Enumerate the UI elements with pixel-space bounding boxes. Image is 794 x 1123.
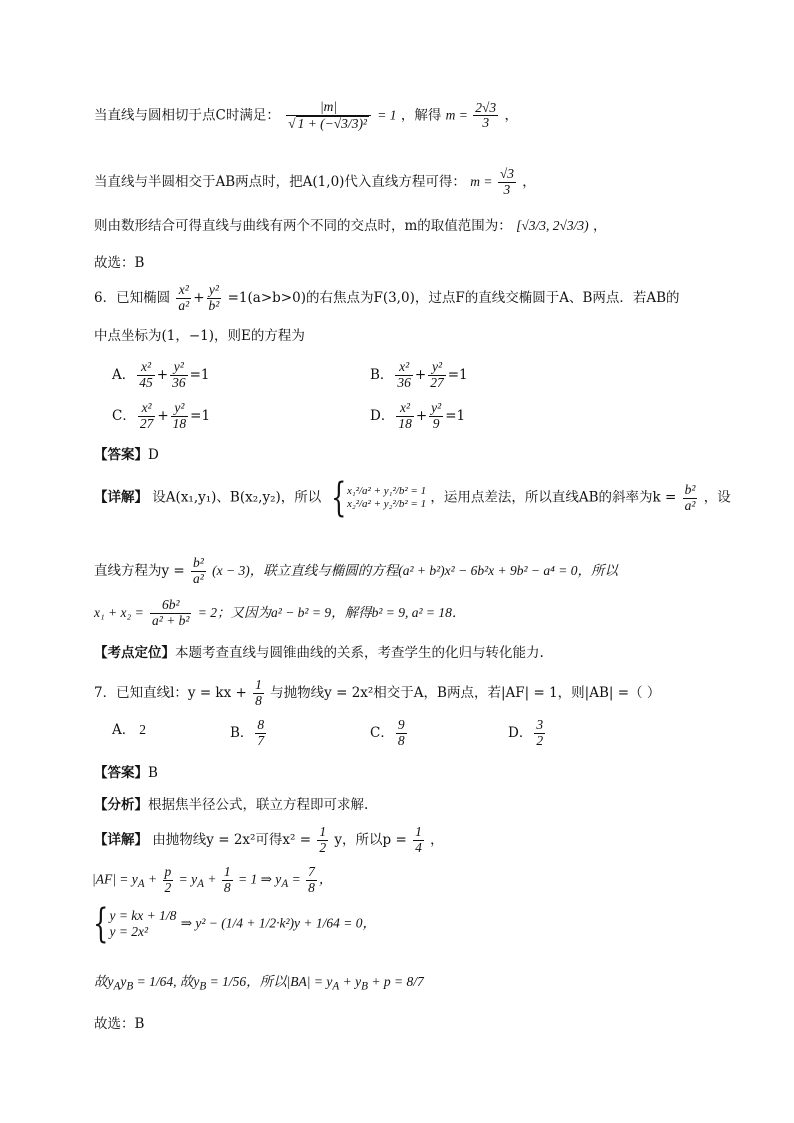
intersect-line xyxy=(94,167,536,198)
option-label: B． xyxy=(370,366,394,383)
tangent-fraction xyxy=(286,100,371,132)
q6-detail-line2 xyxy=(94,556,618,587)
q7-analysis xyxy=(94,793,368,813)
q6-slope-num: b² xyxy=(684,481,696,497)
q6-answer-tag: 【答案】 xyxy=(94,447,148,463)
intersect-m: m = xyxy=(470,173,496,189)
q7-choose: 故选：B xyxy=(94,1016,145,1032)
q6-kaodian-tag: 【考点定位】 xyxy=(94,645,175,661)
intersect-num: √3 xyxy=(499,166,514,181)
option-label: C． xyxy=(112,407,136,424)
range-end: ， xyxy=(592,218,607,234)
q7-answer xyxy=(94,761,158,781)
q7-system xyxy=(109,908,176,940)
tangent-m-num: 2√3 xyxy=(475,99,497,115)
s5-choose: 故选：B xyxy=(94,255,145,271)
intersect-fraction xyxy=(498,167,516,198)
q7-d4-f: + p = 8/7 xyxy=(367,974,424,989)
q6-detail-b: ，运用点差法，所以直线AB的斜率为k = xyxy=(430,489,677,506)
q7-d2-f: ， xyxy=(318,871,333,887)
q6-detail-tag: 【详解】 xyxy=(94,489,148,506)
q7-detail-line4: 故$y_Ay_B = 1/64$, 故$y_B = 1/56$，所以$|BA| = y_A + y_B + p = 8/7$ xyxy=(94,974,424,993)
q7-d4-e: + y xyxy=(339,974,362,989)
tangent-frac-den: √ 1 + (−√3/3)² xyxy=(288,115,367,131)
q6-line2-a: 直线方程为y = xyxy=(94,562,185,579)
q7-stem xyxy=(94,678,660,709)
q7-option-d: D． $\frac{3}{2}$ xyxy=(508,717,544,748)
q6-option-d: D． $\frac{\text{x²}}{18}$ + $\frac{\text{y²}}{9}$ =1 xyxy=(370,400,466,431)
q6-detail-c: ，设 xyxy=(703,489,731,506)
q7-system-brace: { xyxy=(93,901,109,947)
tangent-m: m = xyxy=(445,107,472,123)
q6-system xyxy=(347,485,426,511)
q7-d4-d: = 1/56，所以|BA| = y xyxy=(206,974,333,989)
q7-d1-b: y，所以p = xyxy=(334,831,407,848)
q6-stem-line1: 6．已知椭圆 $\frac{\text{x²}}{\text{a²}}$ + $\frac{\text{y²}}{\text{b²}}$ =1(a>b>0)的右焦点为F(3,0)，过点F的直线交椭圆于A、B两点．若AB的 xyxy=(94,282,680,313)
q6-system-brace: { xyxy=(330,475,346,521)
q7-d2-e: = xyxy=(288,871,305,887)
q7-stem-frac-num: 1 xyxy=(255,677,262,692)
q7-analysis-tag: 【分析】 xyxy=(94,797,148,813)
q7-answer-value: B xyxy=(148,765,158,781)
option-label: D． xyxy=(370,407,395,424)
q6-line3-num: 6b² xyxy=(150,598,191,614)
q7-d1-c: ， xyxy=(430,831,444,848)
tangent-solve: ，解得 xyxy=(400,107,442,124)
q6-option-a: A． $\frac{\text{x²}}{45}$ + $\frac{\text{y²}}{36}$ =1 xyxy=(112,359,210,390)
q7-d3-b: ⇒ y² − (1/4 + 1/2·k²)y + 1/64 = 0， xyxy=(180,915,377,931)
q6-answer xyxy=(94,443,159,463)
q7-option-c: C． $\frac{9}{8}$ xyxy=(370,717,405,748)
q6-slope-den: a² xyxy=(684,497,696,513)
q6-stem-a: 6．已知椭圆 xyxy=(94,289,171,306)
q7-d4-b: y xyxy=(120,974,127,989)
q6-stem-line2: 中点坐标为(1，−1)，则E的方程为 xyxy=(94,328,305,344)
q6-line2-b: (x − 3)，联立直线与椭圆的方程(a² + b²)x² − 6b²x + 9b² − a⁴ = 0，所以 xyxy=(212,562,618,578)
q6-line2-fraction: $\frac{\text{b²}}{\text{a²}}$ xyxy=(193,555,204,586)
intersect-end: ， xyxy=(522,173,536,190)
q7-d2-a: |AF| = y xyxy=(92,871,138,887)
q7-d2-d: = 1 ⇒ y xyxy=(234,871,282,887)
range-line xyxy=(94,214,606,234)
intersect-den: 3 xyxy=(503,181,511,197)
q6-slope-fraction xyxy=(683,483,698,514)
tangent-condition-line xyxy=(94,100,518,132)
q7-answer-tag: 【答案】 xyxy=(94,765,148,781)
q6-line3-den: a² + b² xyxy=(152,612,190,628)
q6-detail-a: 设A(x₁,y₁)、B(x₂,y₂)，所以 xyxy=(152,489,322,506)
q7-d1-a: 由抛物线y = 2x²可得x² = xyxy=(152,831,312,848)
q6-detail-line1 xyxy=(94,475,731,521)
q7-d2-b: + xyxy=(144,871,161,887)
q7-system-eq2: y = 2x² xyxy=(109,924,149,939)
q7-option-b: B． $\frac{8}{7}$ xyxy=(230,717,265,748)
tangent-m-fraction xyxy=(473,101,498,132)
q6-option-b: B． $\frac{\text{x²}}{36}$ + $\frac{\text{y²}}{27}$ =1 xyxy=(370,359,468,390)
q7-stem-frac-den: 8 xyxy=(255,692,262,708)
q7-system-eq1: y = kx + 1/8 xyxy=(109,907,177,923)
q7-stem-b: 与抛物线y = 2x²相交于A，B两点，若|AF| = 1，则|AB| =（ ） xyxy=(270,684,661,701)
q7-d4-a: 故y xyxy=(94,974,114,989)
q6-line3-a: x₁ + x₂ = xyxy=(94,604,144,620)
q7-d1-frac1: $\frac{1}{2}$ xyxy=(319,824,327,855)
tangent-rhs: = 1 xyxy=(377,107,397,123)
q7-detail-tag: 【详解】 xyxy=(94,831,148,848)
q6-system-eq2: x₂²/a² + y₂²/b² = 1 xyxy=(347,498,427,510)
tangent-m-den: 3 xyxy=(482,115,490,131)
range-value: [√3/3, 2√3/3) xyxy=(516,218,589,233)
q7-option-a: A． 2 xyxy=(112,722,146,738)
q6-answer-value: D xyxy=(148,447,159,463)
q6-line3-b: = 2；又因为a² − b² = 9，解得b² = 9, a² = 18． xyxy=(197,604,466,620)
q6-option-c: C． $\frac{\text{x²}}{27}$ + $\frac{\text{y²}}{18}$ =1 xyxy=(112,400,211,431)
q7-d2-c: = y xyxy=(175,871,198,887)
tangent-end: ， xyxy=(504,107,518,124)
q6-system-eq1: x₁²/a² + y₁²/b² = 1 xyxy=(347,484,427,497)
q7-stem-fraction xyxy=(253,678,264,709)
intersect-text: 当直线与半圆相交于AB两点时，把A(1,0)代入直线方程可得： xyxy=(94,173,466,190)
q7-stem-a: 7．已知直线l：y = kx + xyxy=(94,684,247,701)
q6-detail-line3 xyxy=(94,598,465,629)
q6-kaodian xyxy=(94,641,544,661)
q7-d4-c: = 1/64, 故y xyxy=(133,974,200,989)
range-text: 则由数形结合可得直线与曲线有两个不同的交点时，m的取值范围为： xyxy=(94,218,512,234)
q7-analysis-text: 根据焦半径公式，联立方程即可求解. xyxy=(148,797,369,813)
q7-detail-line1 xyxy=(94,825,444,856)
tangent-frac-num: |m| xyxy=(286,100,371,116)
q6-line3-fraction xyxy=(150,598,191,629)
q6-stem-b: =1(a>b>0)的右焦点为F(3,0)，过点F的直线交椭圆于A、B两点．若AB的 xyxy=(227,289,680,306)
option-label: A． xyxy=(112,366,136,383)
q7-d1-frac2: $\frac{1}{4}$ xyxy=(415,824,422,855)
q6-x-fraction: $\frac{\text{x²}}{\text{a²}}$ xyxy=(178,282,190,313)
tangent-label: 当直线与圆相切于点C时满足： xyxy=(94,107,280,124)
q7-detail-line3 xyxy=(88,901,377,947)
q6-kaodian-text: 本题考查直线与圆锥曲线的关系，考查学生的化归与转化能力. xyxy=(175,645,544,661)
q7-detail-line2: $|AF| = y_A$ + $\frac{p}{2}$ = $y_A$ + $\frac{1}{8}$ = 1 ⇒ $y_A$ = $\frac{7}{8}$ ， xyxy=(92,864,333,895)
q6-y-fraction: $\frac{\text{y²}}{\text{b²}}$ xyxy=(208,282,220,313)
